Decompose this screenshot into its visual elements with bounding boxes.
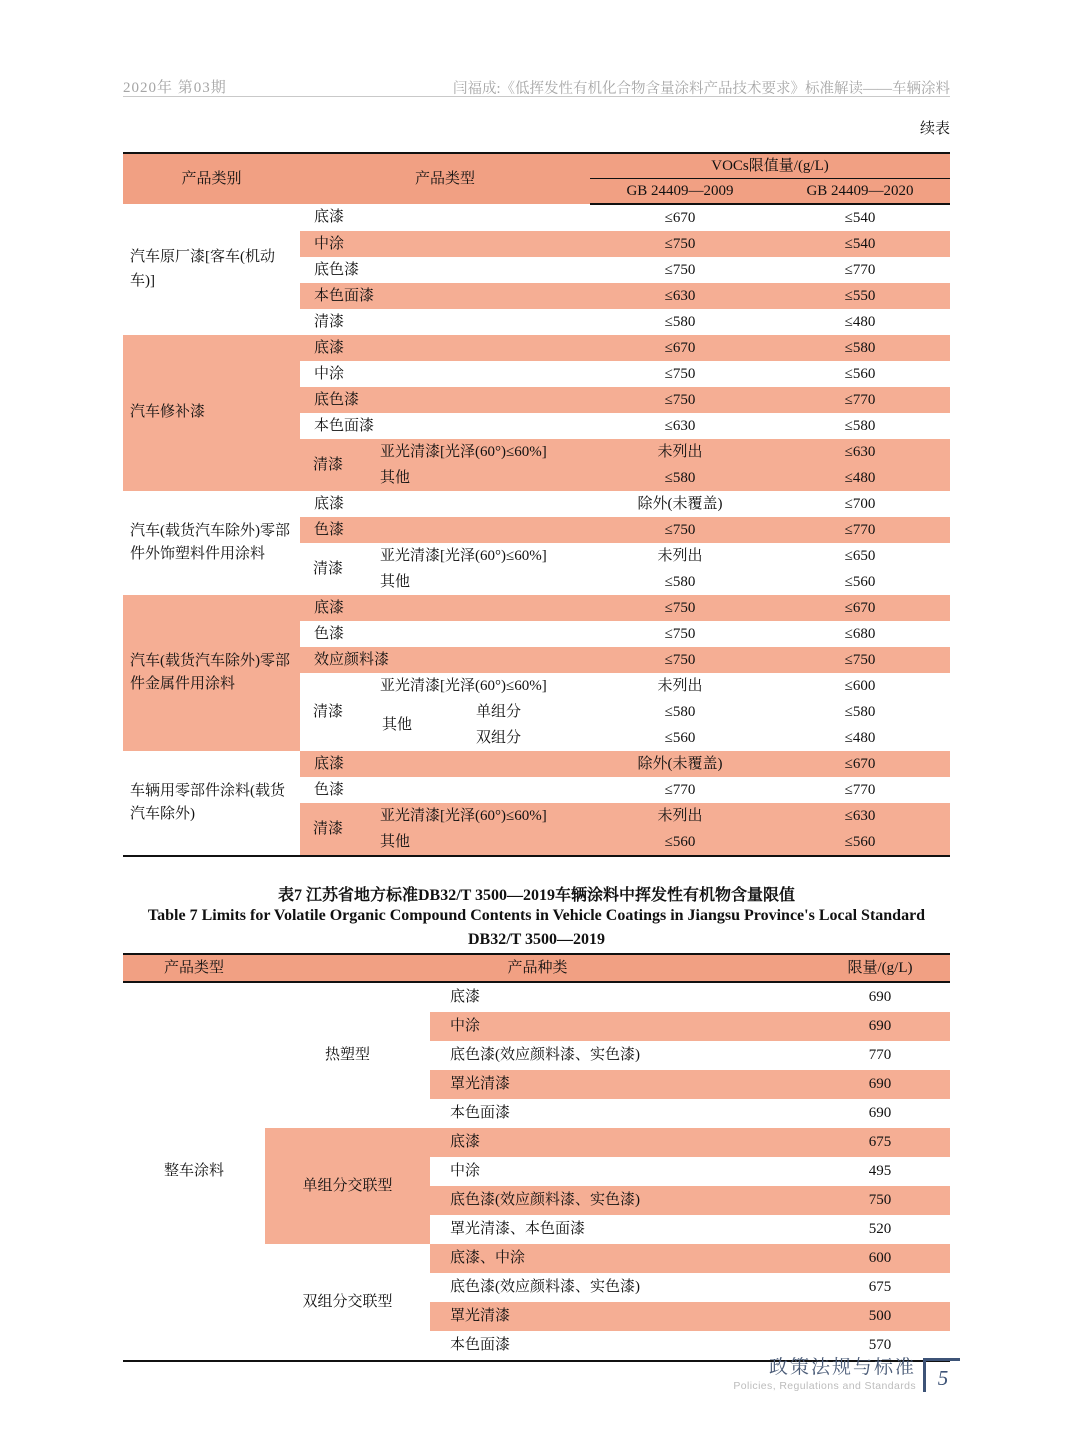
cell-limit-2020: ≤630 bbox=[770, 439, 950, 465]
cell-limit-2020: ≤750 bbox=[770, 647, 950, 673]
cell-kind: 中涂 bbox=[430, 1012, 810, 1041]
cell-limit-2009: ≤750 bbox=[664, 625, 696, 642]
cell-limit-2020: ≤580 bbox=[770, 335, 950, 361]
cell-limit-2020: ≤580 bbox=[844, 703, 876, 720]
cell-kind: 中涂 bbox=[450, 1163, 481, 1180]
cell-limit-2020: ≤680 bbox=[844, 625, 876, 642]
running-title: 闫福成:《低挥发性有机化合物含量涂料产品技术要求》标准解读——车辆涂料 bbox=[452, 81, 950, 97]
cell-limit-2009: ≤750 bbox=[590, 647, 770, 673]
cell-limit-2020: ≤770 bbox=[770, 387, 950, 413]
cell-category: 汽车(载货汽车除外)零部件金属件用涂料 bbox=[123, 595, 300, 751]
cell-type: 底漆 bbox=[300, 335, 590, 361]
page-footer bbox=[733, 1358, 960, 1392]
cell-type: 亚光清漆[光泽(60°)≤60%] bbox=[380, 677, 547, 694]
cell-limit-2020: ≤480 bbox=[844, 729, 876, 746]
cell-type: 底漆 bbox=[314, 209, 345, 226]
cell-type: 其他 bbox=[380, 573, 411, 590]
table-header-row bbox=[123, 954, 950, 982]
cell-kind: 罩光清漆、本色面漆 bbox=[450, 1221, 586, 1238]
cell-limit-2009: ≤580 bbox=[664, 703, 696, 720]
table-row bbox=[123, 335, 950, 361]
footer-section-cn: 政策法规与标准 bbox=[768, 1357, 916, 1378]
cell-type: 色漆 bbox=[300, 517, 590, 543]
cell-limit-2020: ≤670 bbox=[770, 595, 950, 621]
table7-caption-en: Table 7 Limits for Volatile Organic Compound Contents in Vehicle Coatings in Jiangsu Province's Local Standard bbox=[147, 907, 926, 924]
cell-type: 色漆 bbox=[314, 781, 345, 798]
cell-limit-2020: ≤540 bbox=[844, 209, 876, 226]
cell-limit: 690 bbox=[810, 1070, 950, 1099]
cell-limit-2009: ≤750 bbox=[590, 595, 770, 621]
cell-clearcoat-group: 清漆 bbox=[300, 803, 378, 856]
cell-limit-2009: ≤770 bbox=[664, 781, 696, 798]
cell-type: 底色漆 bbox=[314, 261, 360, 278]
cell-limit-2009: ≤560 bbox=[664, 729, 696, 746]
cell-type: 本色面漆 bbox=[314, 417, 375, 434]
table-row bbox=[123, 491, 950, 517]
cell-type: 效应颜料漆 bbox=[300, 647, 590, 673]
cell-product-type: 整车涂料 bbox=[163, 1163, 224, 1180]
cell-limit-2020: ≤540 bbox=[770, 231, 950, 257]
footer-section bbox=[733, 1358, 916, 1392]
cell-kind: 底色漆(效应颜料漆、实色漆) bbox=[450, 1279, 640, 1296]
cell-clearcoat-group: 清漆 bbox=[313, 703, 344, 720]
table-row bbox=[123, 982, 950, 1012]
cell-limit-2009: 未列出 bbox=[590, 439, 770, 465]
cell-limit-2009: ≤630 bbox=[590, 283, 770, 309]
cell-limit-2009: ≤580 bbox=[664, 313, 696, 330]
cell-type: 单组分 bbox=[476, 703, 522, 720]
cell-type: 亚光清漆[光泽(60°)≤60%] bbox=[378, 803, 590, 829]
table7-caption-cn: 表7 江苏省地方标准DB32/T 3500—2019车辆涂料中挥发性有机物含量限值 bbox=[277, 887, 796, 904]
col-header-product-kind: 产品种类 bbox=[265, 954, 810, 982]
cell-limit: 495 bbox=[868, 1163, 892, 1180]
cell-kind: 罩光清漆 bbox=[430, 1302, 810, 1331]
col-header-type: 产品类型 bbox=[300, 153, 590, 204]
table-row bbox=[123, 751, 950, 777]
cell-limit-2020: ≤580 bbox=[844, 417, 876, 434]
cell-limit: 690 bbox=[868, 1105, 892, 1122]
col-header-gb2020: GB 24409—2020 bbox=[770, 179, 950, 205]
cell-kind: 底色漆(效应颜料漆、实色漆) bbox=[430, 1186, 810, 1215]
cell-kind: 底色漆(效应颜料漆、实色漆) bbox=[450, 1047, 640, 1064]
footer-section-en: Policies, Regulations and Standards bbox=[733, 1380, 916, 1392]
cell-limit-2009: ≤670 bbox=[590, 335, 770, 361]
cell-type: 底漆 bbox=[300, 595, 590, 621]
table-header-row bbox=[123, 153, 950, 179]
col-header-product-type: 产品类型 bbox=[123, 954, 265, 982]
cell-limit-2009: 除外(未覆盖) bbox=[590, 751, 770, 777]
cell-category: 汽车修补漆 bbox=[123, 335, 300, 491]
cell-limit-2020: ≤630 bbox=[770, 803, 950, 829]
cell-limit-2009: ≤560 bbox=[590, 829, 770, 856]
cell-limit-2009: ≤580 bbox=[664, 573, 696, 590]
cell-type: 亚光清漆[光泽(60°)≤60%] bbox=[378, 439, 590, 465]
cell-limit-2020: ≤560 bbox=[770, 829, 950, 856]
cell-subtype: 双组分交联型 bbox=[302, 1293, 393, 1310]
cell-type: 本色面漆 bbox=[300, 283, 590, 309]
cell-kind: 底漆 bbox=[430, 1128, 810, 1157]
cell-limit: 690 bbox=[868, 989, 892, 1006]
cell-clearcoat-group: 清漆 bbox=[300, 439, 378, 491]
cell-type: 底漆 bbox=[300, 751, 590, 777]
cell-limit-2020: ≤650 bbox=[844, 547, 876, 564]
cell-limit-2020: ≤560 bbox=[844, 365, 876, 382]
cell-kind: 本色面漆 bbox=[450, 1105, 511, 1122]
cell-limit-2009: 未列出 bbox=[657, 547, 703, 564]
issue-label: 2020年 第03期 bbox=[123, 80, 227, 96]
cell-limit-2009: 未列出 bbox=[657, 677, 703, 694]
cell-type: 中涂 bbox=[314, 365, 345, 382]
header-rule bbox=[123, 96, 950, 97]
cell-limit-2009: ≤670 bbox=[664, 209, 696, 226]
cell-limit-2020: ≤550 bbox=[770, 283, 950, 309]
cell-limit: 690 bbox=[810, 1012, 950, 1041]
col-header-category: 产品类别 bbox=[123, 153, 300, 204]
col-header-gb2009: GB 24409—2009 bbox=[590, 179, 770, 205]
cell-type: 清漆 bbox=[314, 313, 345, 330]
cell-subtype: 单组分交联型 bbox=[265, 1128, 430, 1244]
cell-limit: 675 bbox=[868, 1279, 892, 1296]
cell-type: 中涂 bbox=[300, 231, 590, 257]
table7-caption-en-line2: DB32/T 3500—2019 bbox=[467, 931, 606, 948]
cell-type: 其他 bbox=[378, 465, 590, 491]
col-header-voc-limit: VOCs限值量/(g/L) bbox=[590, 153, 950, 179]
cell-limit-2020: ≤770 bbox=[844, 781, 876, 798]
cell-limit-2020: ≤600 bbox=[844, 677, 876, 694]
cell-category: 汽车(载货汽车除外)零部件外饰塑料件用涂料 bbox=[130, 522, 290, 562]
cell-limit: 520 bbox=[868, 1221, 892, 1238]
cell-type: 底漆 bbox=[314, 495, 345, 512]
cell-category: 汽车原厂漆[客车(机动车)] bbox=[130, 249, 275, 289]
table-row bbox=[123, 204, 950, 231]
cell-type: 双组分 bbox=[476, 729, 522, 746]
cell-limit: 675 bbox=[810, 1128, 950, 1157]
continued-table-label: 续表 bbox=[919, 121, 950, 137]
table7-jiangsu-limits bbox=[123, 953, 950, 1362]
cell-limit: 750 bbox=[810, 1186, 950, 1215]
cell-limit: 570 bbox=[868, 1337, 892, 1354]
cell-limit-2009: ≤750 bbox=[590, 517, 770, 543]
cell-kind: 本色面漆 bbox=[450, 1337, 511, 1354]
table-vocs-limits-continued bbox=[123, 152, 950, 857]
cell-limit-2009: ≤750 bbox=[664, 261, 696, 278]
cell-limit-2009: 除外(未覆盖) bbox=[637, 495, 723, 512]
cell-type: 色漆 bbox=[314, 625, 345, 642]
cell-limit: 770 bbox=[868, 1047, 892, 1064]
cell-limit-2009: ≤750 bbox=[590, 231, 770, 257]
cell-kind: 罩光清漆 bbox=[430, 1070, 810, 1099]
cell-clearcoat-group: 清漆 bbox=[313, 560, 344, 577]
cell-limit-2020: ≤770 bbox=[844, 261, 876, 278]
cell-category: 车辆用零部件涂料(载货汽车除外) bbox=[130, 782, 285, 822]
cell-limit-2020: ≤770 bbox=[770, 517, 950, 543]
page-number-box bbox=[923, 1358, 960, 1392]
cell-limit-2009: ≤750 bbox=[664, 365, 696, 382]
table-row bbox=[123, 595, 950, 621]
cell-limit-2009: 未列出 bbox=[590, 803, 770, 829]
cell-limit-2009: ≤580 bbox=[590, 465, 770, 491]
cell-limit-2009: ≤750 bbox=[590, 387, 770, 413]
cell-other-group: 其他 bbox=[382, 716, 413, 733]
cell-subtype: 热塑型 bbox=[324, 1047, 370, 1064]
cell-limit-2020: ≤480 bbox=[770, 465, 950, 491]
cell-limit-2020: ≤670 bbox=[770, 751, 950, 777]
cell-limit: 600 bbox=[810, 1244, 950, 1273]
cell-limit: 500 bbox=[810, 1302, 950, 1331]
cell-kind: 底漆、中涂 bbox=[430, 1244, 810, 1273]
cell-limit-2020: ≤700 bbox=[844, 495, 876, 512]
cell-type: 底色漆 bbox=[300, 387, 590, 413]
col-header-limit: 限量/(g/L) bbox=[810, 954, 950, 982]
cell-limit-2020: ≤480 bbox=[844, 313, 876, 330]
cell-type: 亚光清漆[光泽(60°)≤60%] bbox=[380, 547, 547, 564]
cell-limit-2009: ≤630 bbox=[664, 417, 696, 434]
cell-limit-2020: ≤560 bbox=[844, 573, 876, 590]
page-number: 5 bbox=[937, 1365, 949, 1390]
cell-type: 其他 bbox=[378, 829, 590, 856]
cell-kind: 底漆 bbox=[450, 989, 481, 1006]
